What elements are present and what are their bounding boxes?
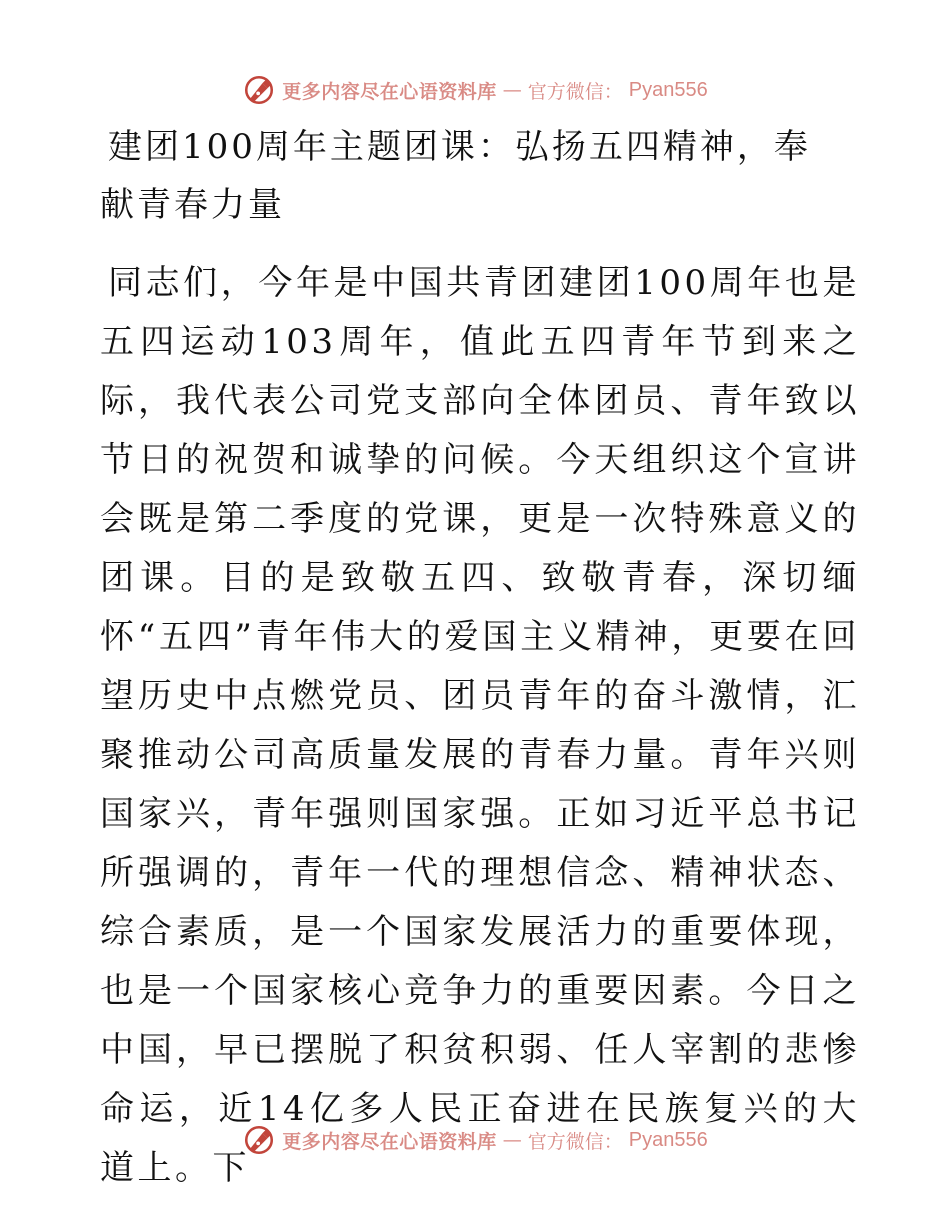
watermark-wechat-id: Pyan556 <box>628 78 708 101</box>
watermark-brand-line <box>242 1123 708 1157</box>
watermark-brand-line <box>242 73 708 107</box>
page-header-watermark <box>0 70 950 110</box>
document-title: 建团100周年主题团课：弘扬五四精神，奉献青春力量 <box>100 127 811 225</box>
watermark-wechat-label: 官方微信： <box>527 80 623 103</box>
watermark-brand-text: 更多内容尽在心语资料库 <box>282 1130 497 1153</box>
document-body-paragraph: 同志们，今年是中国共青团建团100周年也是五四运动103周年，值此五四青年节到来之际，我代表公司党支部向全体团员、青年致以节日的祝贺和诚挚的问候。今天组织这个宣讲会既是第二季度的党课，更是一次特殊意义的团课。目的是致敬五四、致敬青春，深切缅怀“五四”青年伟大的爱国主义精神，更要在回望历史中点燃党员、团员青年的奋斗激情，汇聚推动公司高质量发展的青春力量。青年兴则国家兴，青年强则国家强。正如习近平总书记所强调的，青年一代的理想信念、精神状态、综合素质，是一个国家发展活力的重要体现，也是一个国家核心竞争力的重要因素。今日之中国，早已摆脱了积贫积弱、任人宰割的悲惨命运，近14亿多人民正奋进在民族复兴的大道上。下 <box>100 263 860 1188</box>
watermark-wechat-label: 官方微信： <box>527 1130 623 1153</box>
page-footer-watermark <box>0 1120 950 1160</box>
watermark-wechat-id: Pyan556 <box>628 1128 708 1151</box>
watermark-brand-text: 更多内容尽在心语资料库 <box>282 80 497 103</box>
pen-nib-logo-icon <box>242 1123 276 1157</box>
pen-nib-logo-icon <box>242 73 276 107</box>
watermark-separator: — <box>502 79 522 101</box>
watermark-separator: — <box>502 1129 522 1151</box>
